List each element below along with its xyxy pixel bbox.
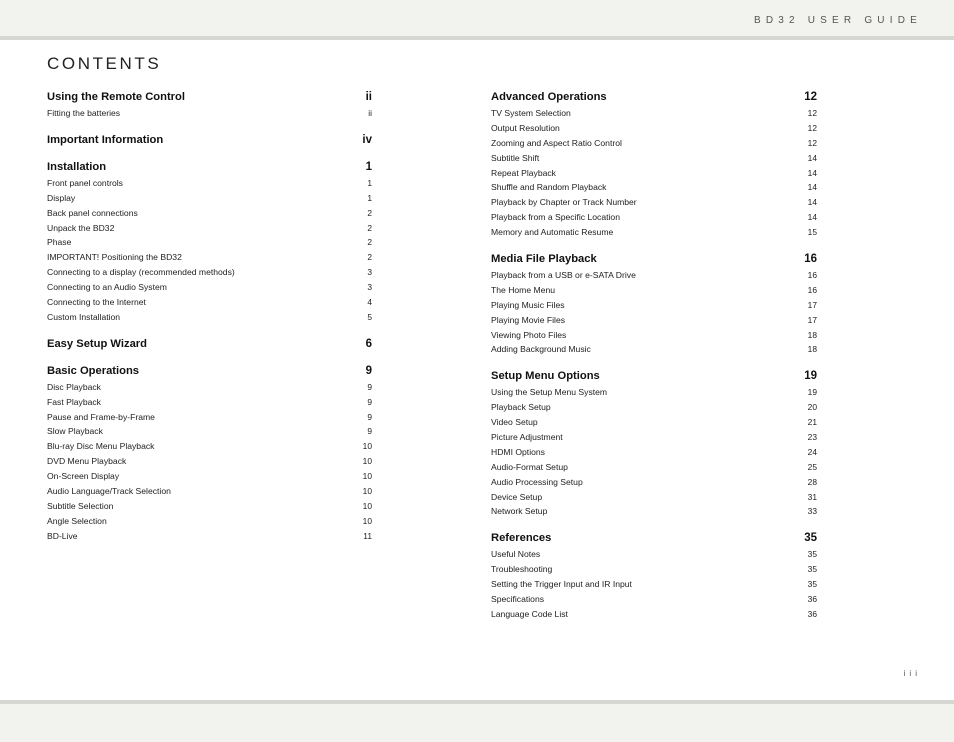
toc-entry[interactable] [47,310,372,325]
toc-entry[interactable] [47,424,372,439]
toc-entry-label: Subtitle Shift [491,152,540,163]
toc-entry-label: Playing Music Files [491,299,565,310]
toc-entry[interactable] [47,410,372,425]
toc-section [47,337,372,352]
toc-entry-page: 35 [807,579,817,590]
toc-entry-page: 20 [807,402,817,413]
toc-entry-page: 2 [367,252,372,263]
toc-section-page: 6 [365,337,372,350]
toc-entry-page: 16 [807,284,817,295]
toc-entry-page: 17 [807,314,817,325]
toc-entry-label: Audio-Format Setup [491,461,568,472]
toc-entry[interactable] [491,547,817,562]
toc-entry[interactable] [491,225,817,240]
toc-entry-label: On-Screen Display [47,471,120,482]
toc-entry-label: Audio Processing Setup [491,476,583,487]
toc-entry[interactable] [491,460,817,475]
toc-entry-label: Using the Setup Menu System [491,387,608,398]
toc-entry-label: Phase [47,237,72,248]
toc-entry[interactable] [491,430,817,445]
toc-entry-label: Device Setup [491,491,543,502]
toc-entry-label: Fitting the batteries [47,108,121,118]
toc-entry[interactable] [491,151,817,166]
toc-entry-page: 3 [367,282,372,293]
toc-entry-page: 19 [807,387,817,398]
toc-entry[interactable] [47,280,372,295]
toc-section-title: Advanced Operations [491,91,607,103]
toc-entry[interactable] [491,166,817,181]
toc-entry-page: 10 [362,441,372,452]
toc-entry-label: Viewing Photo Files [491,329,567,340]
toc-entry-page: 5 [367,311,372,322]
toc-section-title: Using the Remote Control [47,91,185,103]
toc-entry[interactable] [47,395,372,410]
toc-entry-page: 21 [807,417,817,428]
toc-section-title: Basic Operations [47,364,140,377]
toc-entry-page: 10 [362,471,372,482]
toc-entry-page: 14 [807,152,817,163]
toc-entry[interactable] [491,415,817,430]
toc-entry-label: TV System Selection [491,108,571,118]
toc-entry-label: Memory and Automatic Resume [491,227,614,238]
toc-entry[interactable] [47,191,372,206]
toc-entry[interactable] [491,106,817,121]
toc-entry-label: Repeat Playback [491,167,556,178]
toc-entry-page: 10 [362,456,372,467]
toc-entry[interactable] [47,454,372,469]
toc-entry-label: Front panel controls [47,177,123,188]
toc-entry-page: 14 [807,197,817,208]
toc-entry-label: Blu-ray Disc Menu Playback [47,441,155,452]
toc-entry-page: 14 [807,167,817,178]
toc-entry-label: HDMI Options [491,446,545,457]
toc-entry-label: Disc Playback [47,381,101,392]
guide-title: BD32 USER GUIDE [753,15,922,26]
toc-section-title: Setup Menu Options [491,370,600,383]
toc-section-page: 16 [804,253,817,266]
toc-section-title: Easy Setup Wizard [47,337,147,350]
toc-section [491,531,817,621]
toc-entry-page: 10 [362,486,372,497]
toc-entry-page: 9 [367,411,372,422]
toc-section-heading[interactable] [491,90,817,105]
toc-entry-page: 12 [807,137,817,148]
toc-entry[interactable] [47,514,372,529]
toc-entry-page: 35 [807,564,817,575]
toc-entry[interactable] [47,439,372,454]
toc-entry-label: Custom Installation [47,311,121,322]
toc-entry-label: Network Setup [491,506,548,517]
toc-entry-label: Output Resolution [491,122,560,133]
toc-entry-page: 25 [807,461,817,472]
toc-entry[interactable] [47,265,372,280]
toc-entry[interactable] [47,484,372,499]
toc-entry-page: 2 [367,207,372,218]
toc-entry-label: Playback from a Specific Location [491,212,620,223]
toc-entry-label: Angle Selection [47,515,107,526]
toc-section-page: ii [365,91,372,103]
toc-entry-page: 14 [807,212,817,223]
toc-entry-page: 1 [367,192,372,203]
toc-section-title: Important Information [47,133,164,146]
toc-entry-page: 16 [807,270,817,281]
toc-entry[interactable] [491,342,817,357]
toc-entry[interactable] [491,121,817,136]
toc-entry[interactable] [491,607,817,622]
toc-entry-label: Setting the Trigger Input and IR Input [491,579,632,590]
toc-entry-page: 18 [807,344,817,355]
toc-entry[interactable] [47,106,372,121]
toc-entry[interactable] [491,445,817,460]
toc-section-heading[interactable] [491,369,817,384]
toc-entry-label: Picture Adjustment [491,432,563,443]
toc-entry[interactable] [47,176,372,191]
page-title: CONTENTS [47,54,162,73]
toc-entry-page: 2 [367,237,372,248]
toc-entry[interactable] [491,577,817,592]
toc-entry[interactable] [491,328,817,343]
toc-entry-label: Unpack the BD32 [47,222,115,233]
toc-entry[interactable] [491,268,817,283]
toc-entry[interactable] [47,529,372,544]
toc-section [47,90,372,121]
toc-section-heading[interactable] [47,90,372,105]
toc-entry-label: Pause and Frame-by-Frame [47,411,155,422]
toc-entry-label: Back panel connections [47,207,138,218]
toc-entry-label: Connecting to the Internet [47,297,146,308]
toc-entry[interactable] [491,210,817,225]
toc-entry-label: Adding Background Music [491,344,591,355]
toc-entry[interactable] [491,592,817,607]
toc-entry-label: Display [47,192,76,203]
toc-entry-label: Video Setup [491,417,538,428]
toc-section-heading[interactable] [47,160,372,175]
toc-entry-page: 24 [807,446,817,457]
toc-left-column [47,90,372,556]
toc-entry[interactable] [491,195,817,210]
toc-section-title: Installation [47,160,107,173]
toc-entry-page: 12 [807,108,817,118]
toc-entry-label: Language Code List [491,608,568,619]
toc-entry-page: 23 [807,432,817,443]
toc-entry-label: Specifications [491,594,545,605]
toc-entry-label: Playback from a USB or e-SATA Drive [491,270,636,281]
toc-entry[interactable] [491,490,817,505]
toc-section-page: 35 [804,532,817,545]
toc-entry-page: 11 [363,530,372,541]
toc-entry[interactable] [491,504,817,519]
toc-section-page: 19 [804,370,817,383]
toc-entry-page: 10 [362,515,372,526]
toc-entry-label: Connecting to an Audio System [47,282,167,293]
toc-entry-label: Useful Notes [491,549,541,560]
toc-entry-page: 36 [807,608,817,619]
toc-entry-page: 36 [807,594,817,605]
toc-entry-page: 31 [807,491,817,502]
toc-entry-page: 15 [807,227,817,238]
toc-entry-label: Subtitle Selection [47,500,114,511]
toc-section-heading[interactable] [491,531,817,546]
toc-entry[interactable] [491,475,817,490]
toc-entry-label: Troubleshooting [491,564,553,575]
page-number: iii [903,669,921,678]
toc-entry-page: 2 [367,222,372,233]
toc-entry-label: Playing Movie Files [491,314,566,325]
toc-entry-label: The Home Menu [491,284,556,295]
toc-section-title: Media File Playback [491,253,597,266]
toc-entry-page: 17 [807,299,817,310]
toc-section [47,160,372,325]
toc-entry-label: Zooming and Aspect Ratio Control [491,137,622,148]
toc-entry[interactable] [47,380,372,395]
toc-entry[interactable] [47,221,372,236]
toc-entry[interactable] [47,295,372,310]
toc-entry-page: 1 [367,177,372,188]
toc-section-page: 12 [804,91,817,103]
toc-entry-page: ii [368,108,372,118]
toc-entry-label: DVD Menu Playback [47,456,127,467]
toc-entry-label: Fast Playback [47,396,101,407]
toc-entry-page: 9 [367,396,372,407]
toc-entry-label: Playback Setup [491,402,551,413]
toc-entry-label: Shuffle and Random Playback [491,182,607,193]
toc-entry[interactable] [47,235,372,250]
toc-entry[interactable] [491,400,817,415]
toc-section-page: 1 [365,160,372,173]
toc-right-column [491,90,817,634]
toc-entry-label: Audio Language/Track Selection [47,486,171,497]
toc-section-heading[interactable] [47,364,372,379]
toc-entry[interactable] [491,180,817,195]
toc-entry-page: 3 [367,267,372,278]
toc-entry[interactable] [47,499,372,514]
toc-entry-page: 35 [807,549,817,560]
toc-entry[interactable] [491,562,817,577]
toc-entry-label: Playback by Chapter or Track Number [491,197,637,208]
toc-section-heading[interactable] [47,133,372,148]
toc-entry-page: 10 [362,500,372,511]
toc-section-heading[interactable] [47,337,372,352]
toc-section-page: 9 [365,364,372,377]
footer-band [0,700,954,742]
toc-entry-page: 14 [807,182,817,193]
toc-entry-page: 4 [367,297,372,308]
toc-entry-label: Slow Playback [47,426,103,437]
toc-entry-page: 33 [807,506,817,517]
toc-entry[interactable] [491,283,817,298]
toc-entry[interactable] [491,385,817,400]
toc-section [491,252,817,357]
toc-section [47,364,372,544]
toc-entry[interactable] [491,298,817,313]
toc-entry[interactable] [47,250,372,265]
toc-section [491,90,817,240]
toc-section [491,369,817,519]
toc-entry-page: 9 [367,426,372,437]
toc-section-page: iv [362,133,372,146]
toc-entry[interactable] [491,136,817,151]
toc-entry-page: 18 [807,329,817,340]
toc-entry-page: 28 [807,476,817,487]
toc-entry[interactable] [491,313,817,328]
toc-entry-label: BD-Live [47,530,78,541]
toc-entry-label: Connecting to a display (recommended methods) [47,267,235,278]
toc-entry-page: 12 [807,122,817,133]
toc-entry[interactable] [47,469,372,484]
toc-section [47,133,372,148]
toc-section-title: References [491,532,552,545]
toc-section-heading[interactable] [491,252,817,267]
toc-entry-label: IMPORTANT! Positioning the BD32 [47,252,182,263]
toc-entry[interactable] [47,206,372,221]
toc-entry-page: 9 [367,381,372,392]
